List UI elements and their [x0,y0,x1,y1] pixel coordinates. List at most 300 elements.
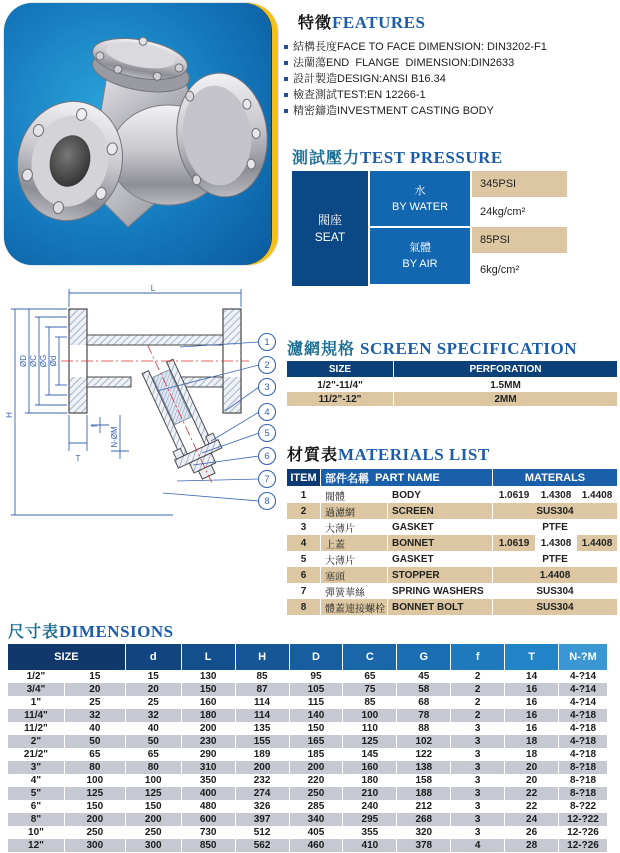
dim-cell: 14 [505,670,558,683]
dim-cell: 378 [397,839,450,852]
dim-cell: 230 [182,735,235,748]
screen-size-cell: 1/2"-11/4" [287,378,393,392]
dim-cell: 100 [65,774,125,787]
item-number-cell: 4 [287,535,320,551]
part-name-cn-cell: 塞頭 [321,567,387,583]
bullet-icon [284,45,288,49]
dim-cell: 4-?18 [559,709,607,722]
dim-cell: 3 [451,800,504,813]
feature-text: 精密鑄造INVESTMENT CASTING BODY [293,105,494,117]
column-header: SIZE [8,644,125,670]
label-L: L [150,284,156,293]
screen-perforation-cell: 1.5MM [394,378,617,392]
callout-number: 6 [264,451,270,463]
table-row [8,709,608,722]
dim-cell: 102 [397,735,450,748]
dim-cell: 87 [236,683,289,696]
label-NM: N-ØM [110,426,119,448]
part-name-en-cell: GASKET [388,551,492,567]
dim-cell: 4-?14 [559,683,607,696]
dim-cell: 88 [397,722,450,735]
dim-cell: 220 [290,774,343,787]
dim-cell: 8-?18 [559,761,607,774]
table-row [287,551,618,567]
table-row [287,378,618,392]
feature-text: 檢查測試TEST:EN 12266-1 [293,89,426,101]
dim-cell: 4 [451,839,504,852]
screen-spec-header [287,361,618,377]
callout-number: 3 [264,382,270,394]
dim-cell: 65 [343,670,396,683]
materials-title [287,440,490,467]
column-header: D [290,644,343,670]
dim-cell: 3 [451,826,504,839]
dim-cell: 40 [126,722,181,735]
dim-cell: 300 [65,839,125,852]
table-row [8,839,608,852]
dim-cell: 68 [397,696,450,709]
dim-cell: 11/2" [8,722,64,735]
callout-number: 1 [264,337,270,349]
dim-cell: 22 [505,800,558,813]
part-name-cn-cell: 過濾網 [321,503,387,519]
dim-cell: 3 [451,735,504,748]
pressure-values-column [472,171,567,286]
screen-spec-table [287,361,618,406]
dim-cell: 185 [290,748,343,761]
bullet-icon [284,109,288,113]
dim-cell: 160 [182,696,235,709]
dim-cell: 8-?18 [559,787,607,800]
dim-cell: 114 [236,709,289,722]
table-row [8,761,608,774]
column-header: H [236,644,289,670]
dim-cell: 80 [126,761,181,774]
dim-cell: 16 [505,709,558,722]
part-name-cn-cell: 上蓋 [321,535,387,551]
table-row [8,696,608,709]
dim-cell: 512 [236,826,289,839]
dim-cell: 326 [236,800,289,813]
dim-cell: 8" [8,813,64,826]
dim-cell: 50 [65,735,125,748]
dim-cell: 78 [397,709,450,722]
air-en: BY AIR [402,258,438,270]
callout-number: 8 [264,496,270,508]
column-header: T [505,644,558,670]
dim-cell: 114 [236,696,289,709]
dim-cell: 20 [65,683,125,696]
material-cell: 1.4408 [577,535,617,551]
dim-cell: 200 [65,813,125,826]
dim-cell: 125 [126,787,181,800]
column-header: L [182,644,235,670]
materials-title-cn: 材質表 [287,447,339,464]
callout-number: 7 [264,474,270,486]
dim-cell: 310 [182,761,235,774]
bullet-icon [284,93,288,97]
header-perforation: PERFORATION [394,361,617,377]
dim-cell: 3 [451,761,504,774]
material-cell: 1.4408 [493,567,617,583]
dim-cell: 4-?18 [559,722,607,735]
by-water-cell [370,171,470,226]
materials-table-body [287,487,618,615]
dim-cell: 200 [182,722,235,735]
screen-spec-title-en: SCREEN SPECIFICATION [360,339,578,358]
material-cell: 1.0619 [493,487,535,503]
dim-cell: 16 [505,683,558,696]
dim-cell: 1/2" [8,670,64,683]
dim-cell: 22 [505,787,558,800]
dim-cell: 150 [182,683,235,696]
label-T: T [75,454,81,463]
dim-cell: 138 [397,761,450,774]
screen-table-body [287,378,618,406]
materials-table [287,469,618,615]
dim-cell: 210 [343,787,396,800]
dim-cell: 155 [236,735,289,748]
dimensions-header [8,644,608,670]
label-Od: Ød [49,355,58,367]
header-item: ITEM [287,469,320,486]
dim-cell: 4-?18 [559,735,607,748]
features-title-en: FEATURES [332,13,426,32]
dim-cell: 135 [236,722,289,735]
header-part-cn: 部件名稱 [325,472,369,485]
screen-spec-title [287,334,577,361]
table-row [287,535,618,551]
item-number-cell: 1 [287,487,320,503]
dim-cell: 150 [290,722,343,735]
dim-cell: 405 [290,826,343,839]
part-name-cn-cell: 彈簧華絲 [321,583,387,599]
dim-cell: 12" [8,839,64,852]
callout-number: 2 [264,360,270,372]
bullet-icon [284,77,288,81]
dim-cell: 85 [343,696,396,709]
material-cell: PTFE [493,519,617,535]
dim-cell: 2" [8,735,64,748]
table-row [8,683,608,696]
label-OC: ØC [29,355,38,367]
part-name-cn-cell: 大薄片 [321,551,387,567]
table-row [8,748,608,761]
dimensions-table [8,644,608,852]
dim-cell: 3" [8,761,64,774]
dim-cell: 340 [290,813,343,826]
dim-cell: 250 [65,826,125,839]
dim-cell: 150 [126,800,181,813]
strainer-branch [126,335,234,493]
dim-cell: 125 [65,787,125,800]
dim-cell: 12-?26 [559,839,607,852]
dim-cell: 122 [397,748,450,761]
feature-text: 法蘭蕩END FLANGE DIMENSION:DIN2633 [293,57,515,69]
by-air-cell [370,228,470,284]
seat-cn: 閥座 [317,212,342,227]
table-row [287,503,618,519]
product-photo [4,3,278,265]
feature-text: 設計製造DESIGN:ANSI B16.34 [293,73,446,85]
part-name-cn-cell: 體蓋連接螺栓 [321,599,387,615]
dim-cell: 295 [343,813,396,826]
header-size: SIZE [287,361,393,377]
dim-cell: 40 [65,722,125,735]
column-header: N-?M [559,644,607,670]
air-cn: 氣體 [409,242,431,254]
dim-cell: 400 [182,787,235,800]
screen-perforation-cell: 2MM [394,392,617,406]
bullet-icon [284,61,288,65]
dim-cell: 25 [65,696,125,709]
test-pressure-title [292,143,503,170]
dim-cell: 730 [182,826,235,839]
dim-cell: 15 [65,670,125,683]
dim-cell: 15 [126,670,181,683]
label-H: H [5,412,14,418]
dim-cell: 397 [236,813,289,826]
dim-cell: 2 [451,696,504,709]
item-number-cell: 2 [287,503,320,519]
dim-cell: 45 [397,670,450,683]
dim-cell: 850 [182,839,235,852]
dim-cell: 350 [182,774,235,787]
dim-cell: 85 [236,670,289,683]
callout-number: 5 [264,428,270,440]
dim-cell: 4-?14 [559,696,607,709]
dim-cell: 32 [126,709,181,722]
label-f: f [90,424,99,428]
item-number-cell: 6 [287,567,320,583]
dim-cell: 290 [182,748,235,761]
test-pressure-table [292,171,569,286]
technical-drawing [5,283,285,529]
dim-cell: 24 [505,813,558,826]
dim-cell: 200 [290,761,343,774]
feature-item [284,87,618,103]
dim-cell: 562 [236,839,289,852]
material-cell: SUS304 [493,503,617,519]
table-row [8,670,608,683]
item-number-cell: 7 [287,583,320,599]
dimensions-title-en: DIMENSIONS [59,622,174,641]
dim-cell: 18 [505,735,558,748]
header-materials: MATERALS [493,469,617,486]
air-kg-value: 6kg/cm² [472,255,567,284]
dim-cell: 65 [65,748,125,761]
part-name-en-cell: BODY [388,487,492,503]
dim-cell: 5" [8,787,64,800]
feature-text: 結構長度FACE TO FACE DIMENSION: DIN3202-F1 [293,41,547,53]
column-header: G [397,644,450,670]
dim-cell: 410 [343,839,396,852]
dim-cell: 355 [343,826,396,839]
dim-cell: 20 [505,774,558,787]
item-number-cell: 3 [287,519,320,535]
part-name-en-cell: BONNET [388,535,492,551]
water-psi-value: 345PSI [472,171,567,197]
dim-cell: 6" [8,800,64,813]
dim-cell: 165 [290,735,343,748]
dim-cell: 3 [451,774,504,787]
test-pressure-title-en: TEST PRESSURE [360,148,503,167]
label-OD: ØD [19,355,28,367]
column-header: d [126,644,181,670]
table-row [287,392,618,406]
water-kg-value: 24kg/cm² [472,199,567,225]
dim-cell: 32 [65,709,125,722]
feature-item [284,39,618,55]
dim-cell: 16 [505,722,558,735]
dim-cell: 95 [290,670,343,683]
table-row [287,567,618,583]
dim-cell: 25 [126,696,181,709]
dim-cell: 4-?14 [559,670,607,683]
dim-cell: 58 [397,683,450,696]
dim-cell: 8-?18 [559,774,607,787]
dimensions-title [8,617,174,644]
table-row [8,787,608,800]
dim-cell: 250 [126,826,181,839]
feature-item [284,55,618,71]
screen-size-cell: 11/2"-12" [287,392,393,406]
table-row [8,722,608,735]
dim-cell: 4-?18 [559,748,607,761]
dim-cell: 8-?22 [559,800,607,813]
features-section [284,8,618,119]
dim-cell: 115 [290,696,343,709]
part-name-en-cell: SCREEN [388,503,492,519]
dim-cell: 480 [182,800,235,813]
part-name-cn-cell: 閥體 [321,487,387,503]
dim-cell: 12-?22 [559,813,607,826]
dim-cell: 80 [65,761,125,774]
dim-cell: 250 [290,787,343,800]
callout-number: 4 [264,407,270,419]
dim-cell: 300 [126,839,181,852]
dim-cell: 200 [236,761,289,774]
dim-cell: 3/4" [8,683,64,696]
table-row [287,519,618,535]
dim-cell: 10" [8,826,64,839]
dim-cell: 12-?26 [559,826,607,839]
water-cn: 水 [414,184,426,197]
dim-cell: 2 [451,709,504,722]
dim-cell: 4" [8,774,64,787]
dim-cell: 285 [290,800,343,813]
table-row [8,813,608,826]
materials-header [287,469,618,486]
features-title-cn: 特徵 [298,15,333,32]
dim-cell: 110 [343,722,396,735]
dim-cell: 1" [8,696,64,709]
dim-cell: 189 [236,748,289,761]
medium-column [370,171,470,286]
dim-cell: 150 [65,800,125,813]
air-psi-value: 85PSI [472,227,567,253]
seat-en: SEAT [314,229,346,244]
material-cell: 1.4408 [577,487,617,503]
dim-cell: 160 [343,761,396,774]
dim-cell: 3 [451,722,504,735]
dimension-lines [11,289,241,515]
screen-spec-title-cn: 濾網規格 [287,341,361,358]
part-name-en-cell: GASKET [388,519,492,535]
header-part-name [321,469,492,486]
dimensions-title-cn: 尺寸表 [8,624,60,641]
part-name-en-cell: SPRING WASHERS [388,583,492,599]
dim-cell: 20 [505,761,558,774]
features-title [298,8,618,35]
dim-cell: 232 [236,774,289,787]
dim-cell: 460 [290,839,343,852]
dim-cell: 2 [451,683,504,696]
dim-cell: 240 [343,800,396,813]
dim-cell: 180 [343,774,396,787]
dim-cell: 130 [182,670,235,683]
dimensions-body [8,670,608,852]
table-row [8,800,608,813]
column-header: f [451,644,504,670]
dim-cell: 600 [182,813,235,826]
material-cell: 1.4308 [536,487,576,503]
water-en: BY WATER [391,200,449,213]
dim-cell: 274 [236,787,289,800]
dim-cell: 145 [343,748,396,761]
table-row [8,735,608,748]
table-row [8,826,608,839]
dim-cell: 105 [290,683,343,696]
table-row [287,583,618,599]
features-list [284,39,618,119]
pipe-bottom-wall-right [181,377,223,387]
label-OG: ØG [39,354,48,368]
feature-item [284,103,618,119]
dim-cell: 16 [505,696,558,709]
feature-item [284,71,618,87]
dim-cell: 320 [397,826,450,839]
table-row [287,599,618,615]
item-number-cell: 8 [287,599,320,615]
dim-cell: 188 [397,787,450,800]
dim-cell: 3 [451,787,504,800]
valve-photo-illustration [12,7,270,261]
dim-cell: 50 [126,735,181,748]
dim-cell: 11/4" [8,709,64,722]
material-cell: 1.4308 [536,535,576,551]
part-name-en-cell: STOPPER [388,567,492,583]
column-header: C [343,644,396,670]
dim-cell: 180 [182,709,235,722]
dim-cell: 268 [397,813,450,826]
materials-title-en: MATERIALS LIST [338,445,490,464]
dim-cell: 140 [290,709,343,722]
dim-cell: 21/2" [8,748,64,761]
table-row [287,487,618,503]
item-number-cell: 5 [287,551,320,567]
dim-cell: 65 [126,748,181,761]
part-name-en-cell: BONNET BOLT [388,599,492,615]
dim-cell: 20 [126,683,181,696]
dim-cell: 26 [505,826,558,839]
dim-cell: 100 [343,709,396,722]
pipe-top-wall [87,335,223,345]
dim-cell: 28 [505,839,558,852]
material-cell: SUS304 [493,583,617,599]
material-cell: PTFE [493,551,617,567]
test-pressure-title-cn: 測試壓力 [292,150,361,167]
